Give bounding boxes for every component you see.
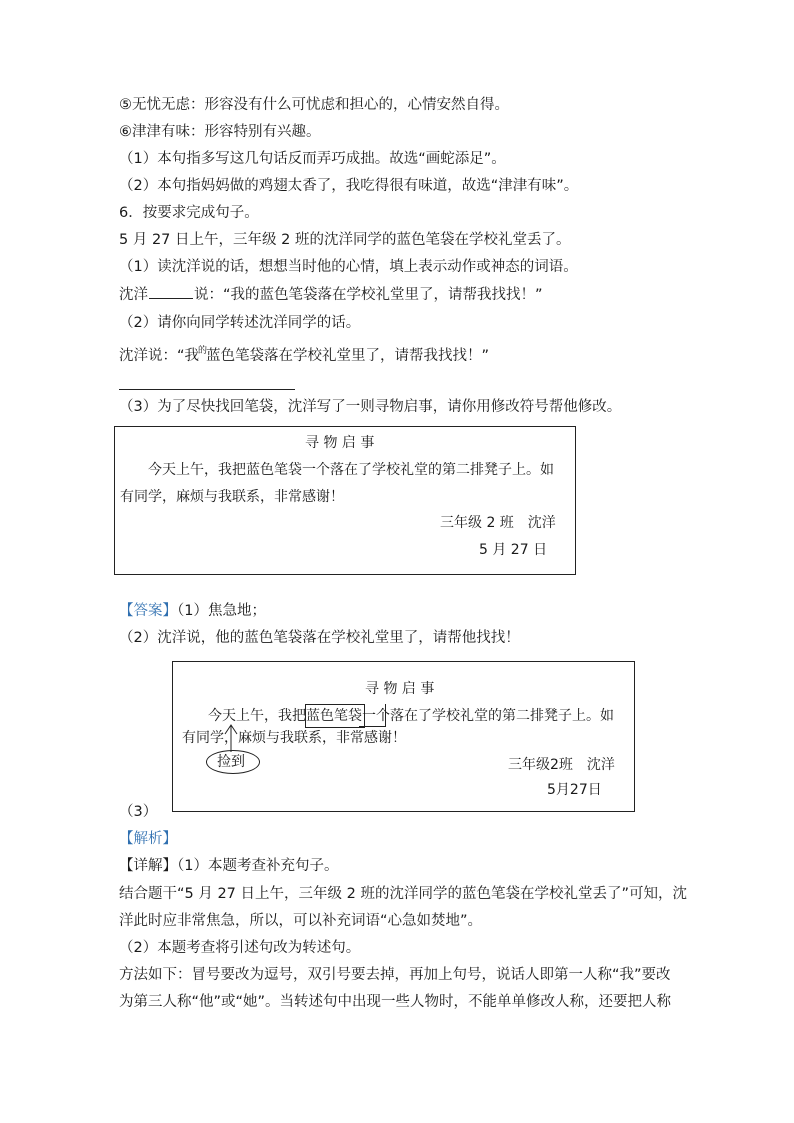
answer-label: 【答案】 [119, 603, 177, 619]
answer-line: （2）沈洋说，他的蓝色笔袋落在学校礼堂里了，请帮他找找！ [119, 630, 520, 646]
analysis-line: 【详解】（1）本题考查补充句子。 [119, 858, 339, 874]
quote-text: 说：“我的蓝色笔袋落在学校礼堂里了，请帮我找找！” [194, 287, 543, 303]
answer-line: 【答案】（1）焦急地； [119, 603, 266, 619]
corrected-notice-box [172, 661, 635, 812]
insertion-ellipse [206, 750, 260, 774]
answer-line: （3） [119, 804, 158, 820]
notice-body-line: 今天上午，我把蓝色笔袋 一个 落在了学校礼堂的第二排凳子上。如 [208, 706, 614, 726]
moved-phrase: 一个 [362, 708, 390, 724]
subquestion-3: （3）为了尽快找回笔袋，沈洋写了一则寻物启事，请你用修改符号帮他修改。 [119, 399, 622, 415]
notice-date: 5月27日 [547, 782, 602, 798]
explanation-line: （1）本句指多写这几句话反而弄巧成拙。故选“画蛇添足”。 [119, 151, 506, 167]
notice-title: 寻 物 启 事 [305, 435, 375, 451]
analysis-line: （2）本题考查将引述句改为转述句。 [119, 940, 361, 956]
definition-line: ⑥津津有味：形容特别有兴趣。 [119, 124, 321, 140]
move-mark-box [305, 704, 365, 728]
quoted-speech-line: 沈洋说：“我$^的$蓝色笔袋落在学校礼堂里了，请帮我找找！” [119, 346, 490, 364]
notice-title: 寻 物 启 事 [365, 681, 435, 697]
notice-body-line: 今天上午，我把蓝色笔袋一个落在了学校礼堂的第二排凳子上。如 [148, 462, 554, 478]
explanation-line: （2）本句指妈妈做的鸡翅太香了，我吃得很有味道，故选“津津有味”。 [119, 178, 579, 194]
definition-line: ⑤无忧无虑：形容没有什么可忧虑和担心的，心情安然自得。 [119, 97, 509, 113]
notice-signature: 三年级2班 沈洋 [508, 757, 615, 773]
analysis-line: 为第三人称“他”或“她”。当转述句中出现一些人物时，不能单单修改人称，还要把人称 [119, 994, 672, 1010]
question-context: 5 月 27 日上午，三年级 2 班的沈洋同学的蓝色笔袋在学校礼堂丢了。 [119, 232, 571, 248]
answer-blank [149, 284, 193, 299]
analysis-line: 洋此时应非常焦急，所以，可以补充词语“心急如焚地”。 [119, 913, 483, 929]
analysis-line: 方法如下：冒号要改为逗号，双引号要去掉，再加上句号，说话人即第一人称“我”要改 [119, 967, 671, 983]
inserted-word: 捡到 [217, 754, 245, 770]
question-heading: 6．按要求完成句子。 [119, 205, 259, 221]
notice-body-line: 有同学，麻烦与我联系，非常感谢！ [120, 489, 344, 505]
analysis-line: 结合题干“5 月 27 日上午，三年级 2 班的沈洋同学的蓝色笔袋在学校礼堂丢了”可知，沈 [119, 886, 687, 902]
notice-body-line: 有同学，麻烦与我联系，非常感谢！ [182, 730, 406, 746]
notice-date: 5 月 27 日 [479, 542, 548, 558]
lost-notice-box [114, 426, 576, 575]
analysis-label: 【解析】 [119, 831, 177, 847]
speaker: 沈洋 [119, 287, 148, 303]
boxed-phrase: 蓝色笔袋 [306, 708, 362, 724]
insertion-mark: 的 [198, 346, 208, 356]
fill-blank-line [119, 284, 543, 305]
answer-underline [119, 389, 295, 390]
subquestion-1: （1）读沈洋说的话，想想当时他的心情，填上表示动作或神态的词语。 [119, 259, 578, 275]
subquestion-2: （2）请你向同学转述沈洋同学的话。 [119, 315, 361, 331]
notice-signature: 三年级 2 班 沈洋 [440, 515, 556, 531]
move-mark-line [359, 704, 386, 727]
